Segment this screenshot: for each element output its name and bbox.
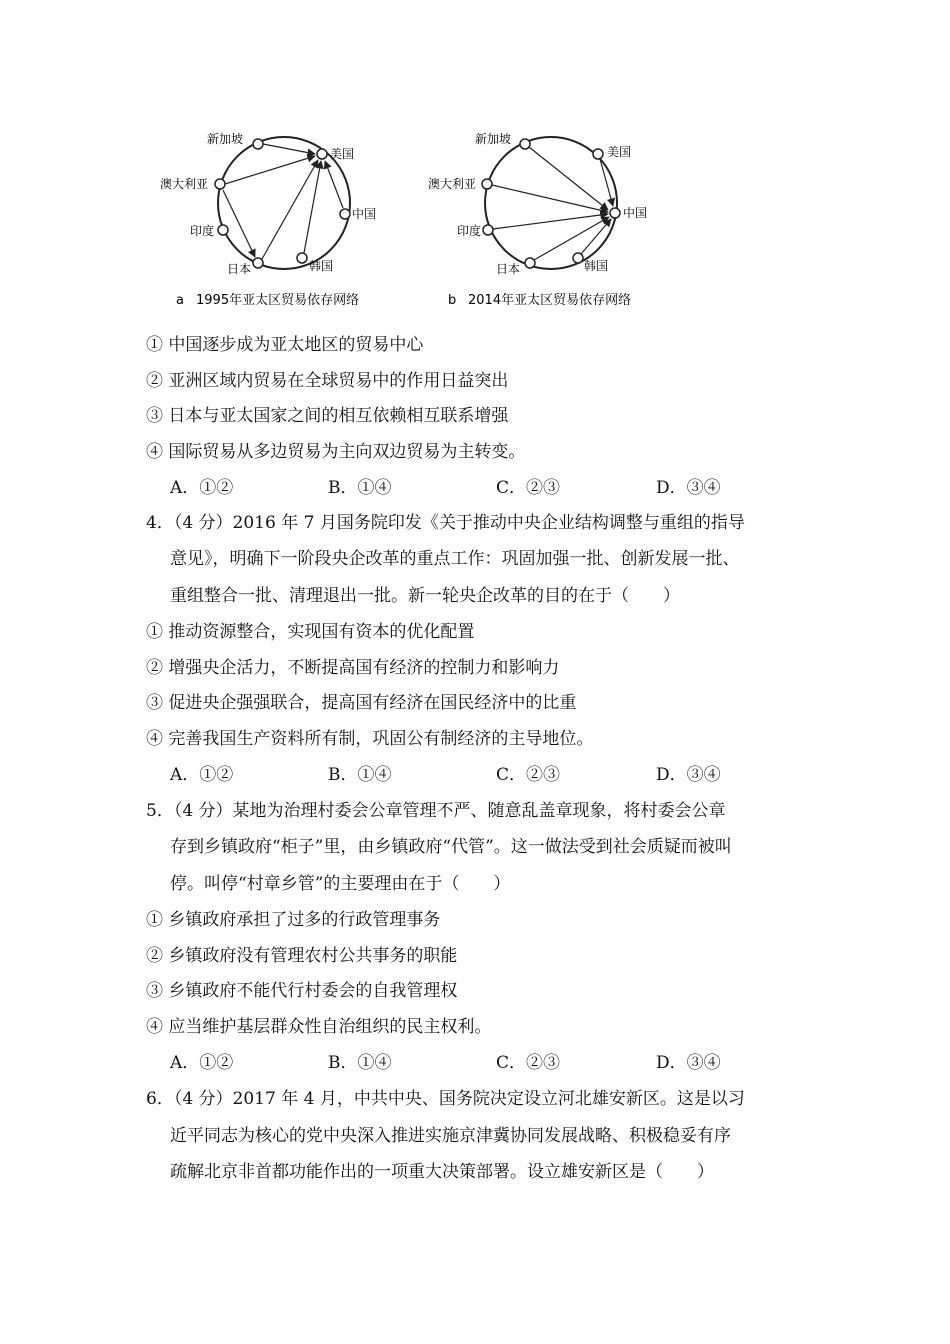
q3-item-2: ② 亚洲区域内贸易在全球贸易中的作用日益突出 [146,371,509,391]
a-label-singapore: 新加坡 [207,132,244,146]
a-label-india: 印度 [190,224,215,238]
a-label-usa: 美国 [330,147,355,161]
trade-network-figure [150,118,690,318]
trade-network-svg [150,118,690,318]
q5-stem-1: 5．（4 分）某地为治理村委会公章管理不严、随意乱盖章现象，将村委会公章 [146,801,726,821]
panel-b [428,131,647,308]
q5-stem-3: 停。叫停“村章乡管”的主要理由在于（ ） [170,874,511,894]
a-label-australia: 澳大利亚 [160,177,209,191]
a-caption-letter: a [176,293,184,308]
q4-stem-2: 意见》，明确下一阶段央企改革的重点工作：巩固加强一批、创新发展一批、 [170,549,740,569]
b-label-australia: 澳大利亚 [428,177,477,191]
q3-item-4: ④ 国际贸易从多边贸易为主向双边贸易为主转变。 [146,442,526,462]
q5-item-4: ④ 应当维护基层群众性自治组织的民主权利。 [146,1017,492,1037]
q4-option-c: C．②③ [496,765,561,785]
q6-stem-3: 疏解北京非首都功能作出的一项重大决策部署。设立雄安新区是（ ） [170,1162,714,1182]
q5-item-1: ① 乡镇政府承担了过多的行政管理事务 [146,910,441,930]
q4-stem-3: 重组整合一批、清理退出一批。新一轮央企改革的目的在于（ ） [170,586,680,606]
q3-option-b: B．①④ [328,478,392,498]
q5-option-d: D．③④ [656,1053,721,1073]
b-caption-letter: b [448,293,457,308]
q3-item-3: ③ 日本与亚太国家之间的相互依赖相互联系增强 [146,406,509,426]
q3-item-1: ① 中国逐步成为亚太地区的贸易中心 [146,335,424,355]
q3-option-c: C．②③ [496,478,561,498]
q5-option-b: B．①④ [328,1053,392,1073]
a-label-korea: 韩国 [309,259,334,273]
b-caption: 2014年亚太区贸易依存网络 [468,293,632,308]
b-label-india: 印度 [457,224,482,238]
q5-stem-2: 存到乡镇政府“柜子”里，由乡镇政府“代管”。这一做法受到社会质疑而被叫 [170,837,732,857]
panel-a [160,131,376,308]
b-label-singapore: 新加坡 [475,132,512,146]
q4-item-1: ① 推动资源整合，实现国有资本的优化配置 [146,622,475,642]
a-caption: 1995年亚太区贸易依存网络 [196,293,360,308]
q4-stem-1: 4．（4 分）2016 年 7 月国务院印发《关于推动中央企业结构调整与重组的指导 [146,513,745,533]
b-label-usa: 美国 [607,145,632,159]
q5-item-3: ③ 乡镇政府不能代行村委会的自我管理权 [146,981,458,1001]
a-label-china: 中国 [352,207,377,221]
q6-stem-2: 近平同志为核心的党中央深入推进实施京津冀协同发展战略、积极稳妥有序 [170,1126,731,1146]
q4-option-d: D．③④ [656,765,721,785]
b-label-korea: 韩国 [584,259,609,273]
a-label-japan: 日本 [227,262,252,276]
q3-option-a: A．①② [170,478,234,498]
q4-item-2: ② 增强央企活力，不断提高国有经济的控制力和影响力 [146,658,560,678]
q5-option-c: C．②③ [496,1053,561,1073]
q5-item-2: ② 乡镇政府没有管理农村公共事务的职能 [146,946,458,966]
q4-item-4: ④ 完善我国生产资料所有制，巩固公有制经济的主导地位。 [146,729,594,749]
q5-option-a: A．①② [170,1053,234,1073]
b-label-china: 中国 [623,206,648,220]
q6-stem-1: 6．（4 分）2017 年 4 月，中共中央、国务院决定设立河北雄安新区。这是以习 [146,1089,745,1109]
q4-option-b: B．①④ [328,765,392,785]
q4-item-3: ③ 促进央企强强联合，提高国有经济在国民经济中的比重 [146,693,577,713]
q4-option-a: A．①② [170,765,234,785]
b-label-japan: 日本 [496,262,521,276]
q3-option-d: D．③④ [656,478,721,498]
